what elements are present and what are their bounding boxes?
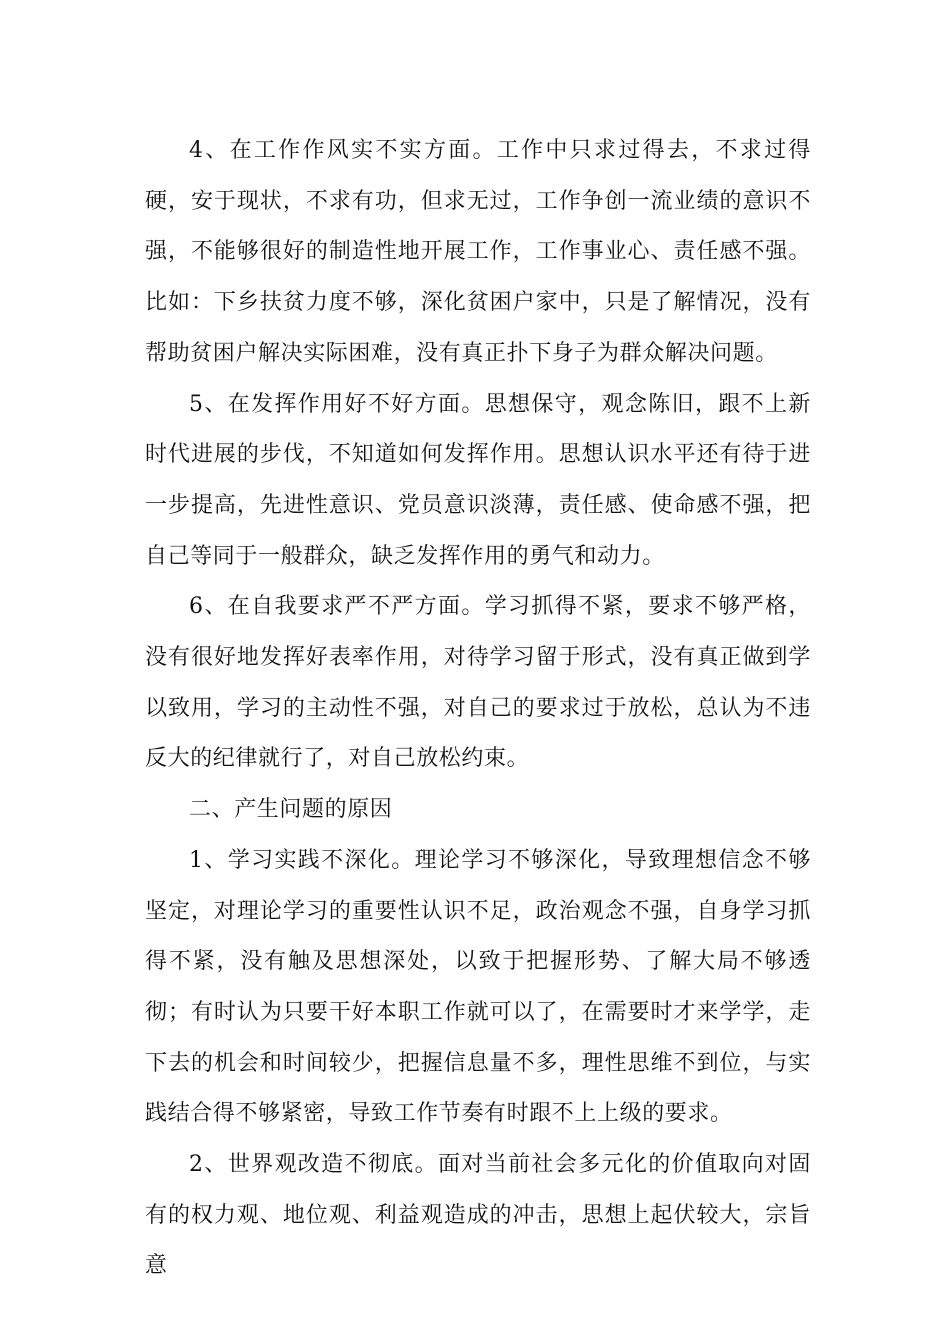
section-heading-causes: 二、产生问题的原因 xyxy=(189,797,393,823)
paragraph-study-practice: 1、学习实践不深化。理论学习不够深化，导致理想信念不够坚定，对理论学习的重要性认识不足，政治观念不强，自身学习抓得不紧，没有触及思想深处，以致于把握形势、了解大局不够透彻；有时认为只要干好本职工作就可以了，在需要时才来学学，走下去的机会和时间较少，把握信息量不多，理性思维不到位，与实践结合得不够紧密，导致工作节奏有时跟不上上级的要求。 xyxy=(145,847,811,1127)
paragraph-worldview: 2、世界观改造不彻底。面对当前社会多元化的价值取向对固有的权力观、地位观、利益观造成的冲击，思想上起伏较大，宗旨意 xyxy=(145,1152,811,1279)
paragraph-self-requirement: 6、在自我要求严不严方面。学习抓得不紧，要求不够严格，没有很好地发挥好表率作用，对待学习留于形式，没有真正做到学以致用，学习的主动性不强，对自己的要求过于放松，总认为不违反大的纪律就行了，对自己放松约束。 xyxy=(145,594,811,772)
paragraph-work-style: 4、在工作作风实不实方面。工作中只求过得去，不求过得硬，安于现状，不求有功，但求无过，工作争创一流业绩的意识不强，不能够很好的制造性地开展工作，工作事业心、责任感不强。比如：下乡扶贫力度不够，深化贫困户家中，只是了解情况，没有帮助贫困户解决实际困难，没有真正扑下身子为群众解决问题。 xyxy=(145,138,811,366)
paragraph-playing-role: 5、在发挥作用好不好方面。思想保守，观念陈旧，跟不上新时代进展的步伐，不知道如何发挥作用。思想认识水平还有待于进一步提高，先进性意识、党员意识淡薄，责任感、使命感不强，把自己等同于一般群众，缺乏发挥作用的勇气和动力。 xyxy=(145,391,811,569)
document-body xyxy=(145,126,811,1292)
